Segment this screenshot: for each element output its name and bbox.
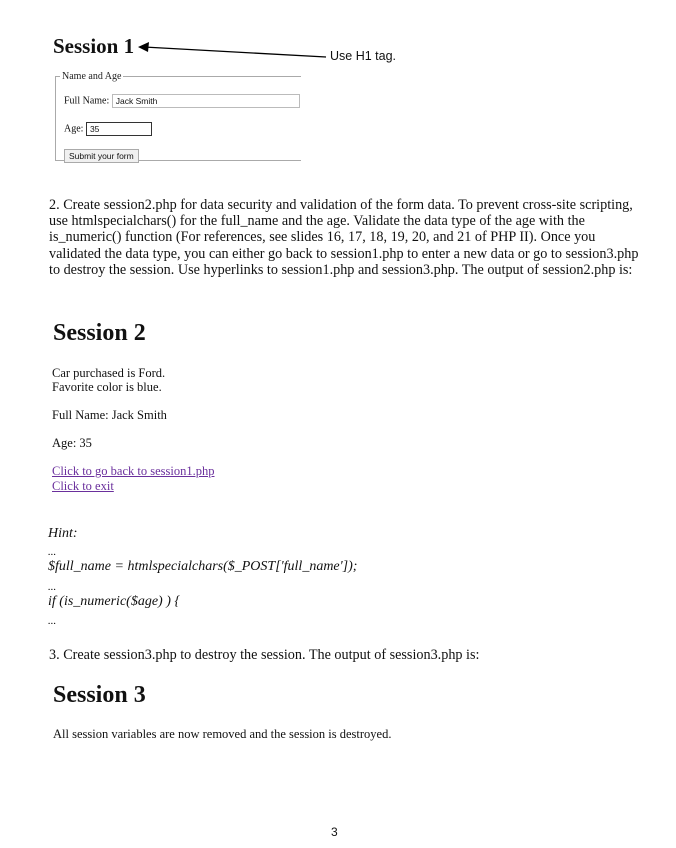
full-name-input[interactable]: Jack Smith xyxy=(112,94,300,108)
submit-button[interactable]: Submit your form xyxy=(64,149,139,163)
back-to-session1-link[interactable]: Click to go back to session1.php xyxy=(52,464,215,478)
session2-title: Session 2 xyxy=(53,320,146,346)
hint-code-line: if (is_numeric($age) ) { xyxy=(48,594,180,609)
hint-ellipsis: ... xyxy=(48,581,57,593)
h1-annotation: Use H1 tag. xyxy=(330,49,397,63)
instruction-paragraph-2: 2. Create session2.php for data security and validation of the form data. To prevent cross-site scripting, use htmlspecialchars() for the full_name and the age. Validate the data type of the age with the is_numeric() function (For references, see slides 16, 17, 18, 19, 20, and 21 of PHP II). Once you validated the data type, you can either go back to session1.php to enter a new data or go to session3.php to destroy the session. Use hyperlinks to session1.php and session3.php. The output of session2.php is: xyxy=(49,197,639,278)
fieldset-legend: Name and Age xyxy=(62,71,122,82)
hint-label: Hint: xyxy=(48,526,78,541)
name-age-fieldset xyxy=(55,71,301,161)
session3-message: All session variables are now removed and the session is destroyed. xyxy=(53,727,392,741)
car-text: Car purchased is Ford. xyxy=(52,366,166,380)
instruction-paragraph-3: 3. Create session3.php to destroy the session. The output of session3.php is: xyxy=(49,647,480,663)
full-name-row xyxy=(64,94,300,108)
age-label: Age: xyxy=(64,123,84,135)
age-row xyxy=(64,122,152,136)
exit-link[interactable]: Click to exit xyxy=(52,479,114,493)
hint-ellipsis: ... xyxy=(48,546,57,558)
full-name-label: Full Name: xyxy=(64,95,110,107)
hint-code-line: $full_name = htmlspecialchars($_POST['full_name']); xyxy=(48,559,358,574)
session3-title: Session 3 xyxy=(53,682,146,708)
age-text: Age: 35 xyxy=(52,436,92,450)
color-text: Favorite color is blue. xyxy=(52,380,162,394)
full-name-text: Full Name: Jack Smith xyxy=(52,408,167,422)
session1-title: Session 1 xyxy=(53,34,135,58)
age-input[interactable]: 35 xyxy=(86,122,152,136)
arrow-icon xyxy=(138,40,328,62)
page-number: 3 xyxy=(331,825,338,839)
hint-ellipsis: ... xyxy=(48,615,57,627)
